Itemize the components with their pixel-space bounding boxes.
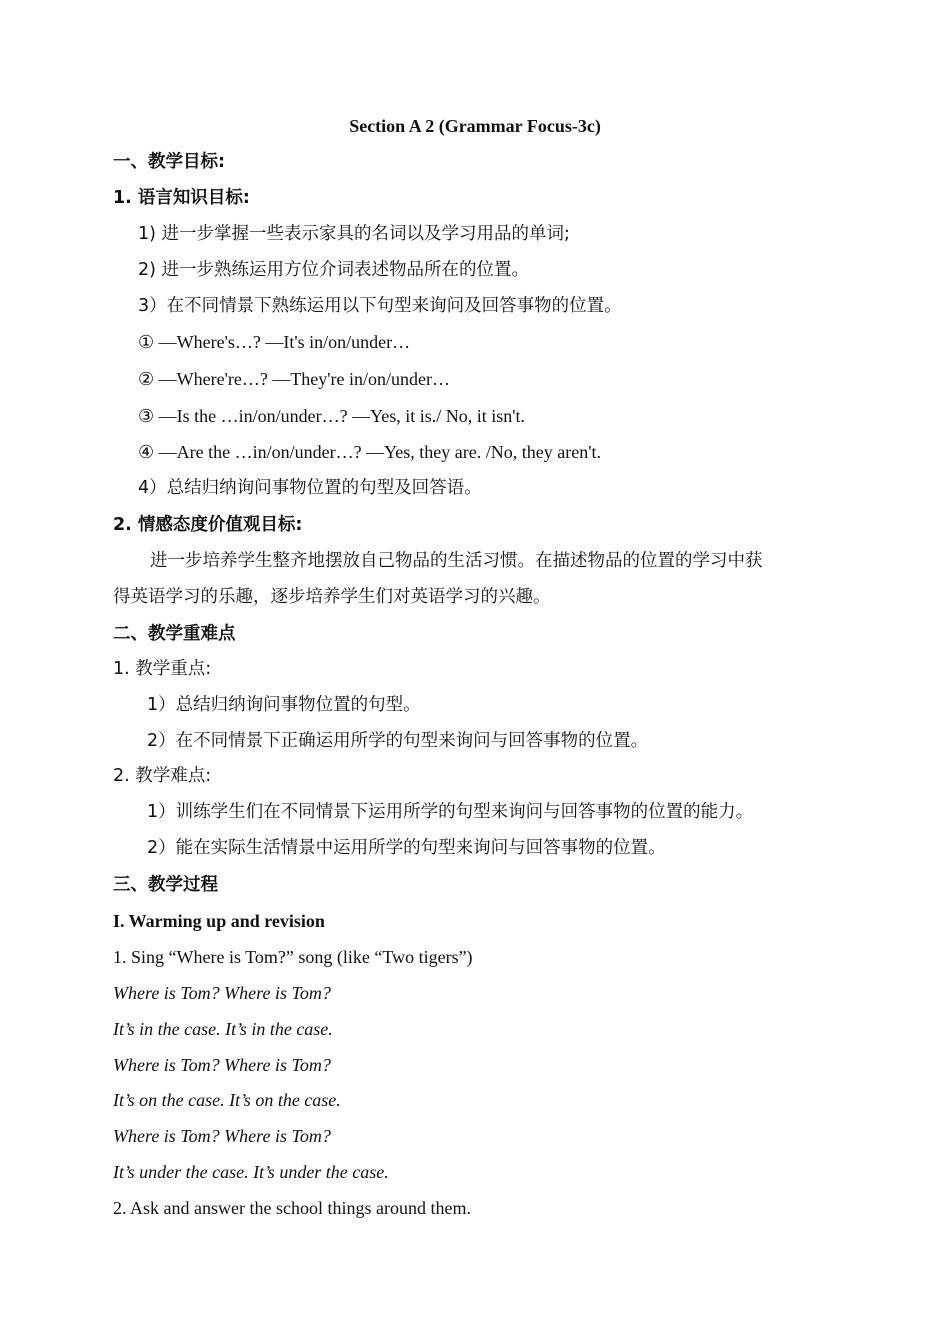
sentence-pattern: ① —Where's…? —It's in/on/under… <box>138 332 411 352</box>
section-heading-objectives: 一、教学目标: <box>113 152 225 172</box>
song-lyric-line: It’s under the case. It’s under the case. <box>113 1162 389 1182</box>
difficulty-item: 2）能在实际生活情景中运用所学的句型来询问与回答事物的位置。 <box>147 838 666 858</box>
song-lyric-line: Where is Tom? Where is Tom? <box>113 1055 331 1075</box>
objective-item: 4）总结归纳询问事物位置的句型及回答语。 <box>138 478 482 498</box>
difficulty-item: 1）训练学生们在不同情景下运用所学的句型来询问与回答事物的位置的能力。 <box>147 802 754 822</box>
objective-item: 1) 进一步掌握一些表示家具的名词以及学习用品的单词; <box>138 224 570 244</box>
subheading-language-knowledge: 1. 语言知识目标: <box>113 188 250 208</box>
step-line: 1. Sing “Where is Tom?” song (like “Two tigers”) <box>113 947 473 967</box>
objective-item: 2) 进一步熟练运用方位介词表述物品所在的位置。 <box>138 260 530 280</box>
song-lyric-line: It’s on the case. It’s on the case. <box>113 1090 341 1110</box>
paragraph-line: 进一步培养学生整齐地摆放自己物品的生活习惯。在描述物品的位置的学习中获 <box>150 551 763 571</box>
sentence-pattern: ② —Where're…? —They're in/on/under… <box>138 369 451 389</box>
song-lyric-line: Where is Tom? Where is Tom? <box>113 983 331 1003</box>
subheading-difficulty: 2. 教学难点: <box>113 766 212 786</box>
sentence-pattern: ③ —Is the …in/on/under…? —Yes, it is./ No, it isn't. <box>138 406 526 426</box>
sentence-pattern: ④ —Are the …in/on/under…? —Yes, they are. /No, they aren't. <box>138 442 601 462</box>
subheading-emotional-attitude: 2. 情感态度价值观目标: <box>113 515 303 535</box>
part-heading-warming-up: I. Warming up and revision <box>113 911 325 931</box>
focus-item: 2）在不同情景下正确运用所学的句型来询问与回答事物的位置。 <box>147 731 649 751</box>
section-heading-process: 三、教学过程 <box>113 875 218 895</box>
document-title: Section A 2 (Grammar Focus-3c) <box>349 116 601 136</box>
subheading-focus: 1. 教学重点: <box>113 659 212 679</box>
focus-item: 1）总结归纳询问事物位置的句型。 <box>147 695 421 715</box>
section-heading-key-points: 二、教学重难点 <box>113 624 236 644</box>
paragraph-line: 得英语学习的乐趣，逐步培养学生们对英语学习的兴趣。 <box>113 587 551 607</box>
step-line: 2. Ask and answer the school things around them. <box>113 1198 471 1218</box>
song-lyric-line: It’s in the case. It’s in the case. <box>113 1019 333 1039</box>
objective-item: 3）在不同情景下熟练运用以下句型来询问及回答事物的位置。 <box>138 296 622 316</box>
song-lyric-line: Where is Tom? Where is Tom? <box>113 1126 331 1146</box>
